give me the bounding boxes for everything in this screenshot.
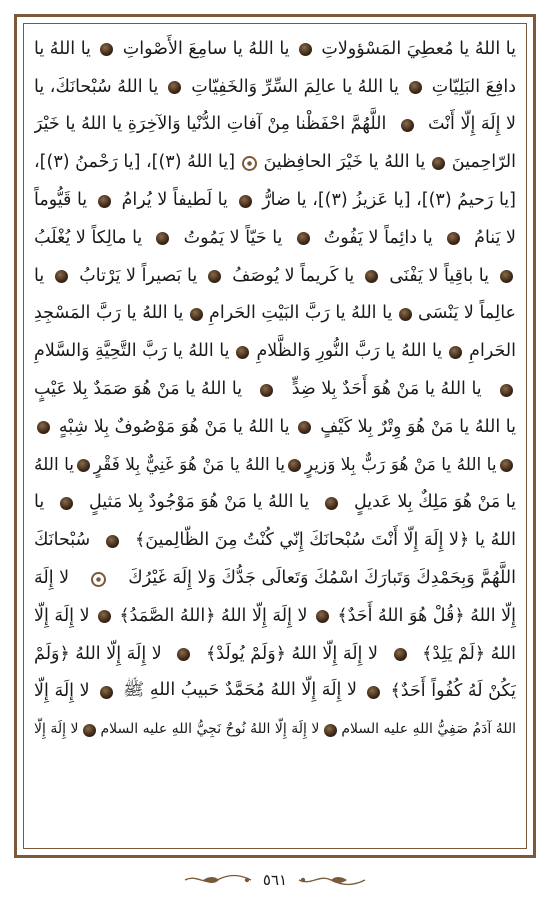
text-segment: يا اللهُ يا رَبَّ التَّحِيَّةِ وَالسَّلامِ (34, 341, 230, 362)
text-line (34, 257, 516, 295)
text-segment: لا إِلَهَ إِلّا أَنْتَ (427, 114, 516, 135)
text-segment: لا إِلَهَ إِلّا اللهُ ﴿اللهُ الصَّمَدُ﴾ (119, 605, 308, 626)
text-segment: يَكُنْ لَهُ كُفُواً أَحَدٌ﴾ (390, 681, 516, 702)
text-segment: سُبْحانَكَ (34, 530, 91, 551)
text-segment: يا كَريماً لا يُوصَفُ (232, 265, 355, 286)
text-segment: يا دائِماً لا يَفُوتُ (323, 227, 433, 248)
text-segment: اللَّهُمَّ احْفَظْنا مِنْ آفاتِ الدُّنْيا وَالآخِرَةِ يا اللهُ يا خَيْرَ (34, 114, 387, 135)
verse-separator-icon (447, 232, 460, 245)
verse-separator-icon (449, 346, 462, 359)
text-segment: يا اللهُ سُبْحانَكَ، يا (34, 76, 159, 97)
verse-separator-icon (260, 384, 273, 397)
rosette-ornament-icon (91, 572, 106, 587)
verse-separator-icon (60, 497, 73, 510)
verse-separator-icon (324, 724, 337, 737)
verse-separator-icon (297, 232, 310, 245)
text-line (34, 30, 516, 68)
text-segment: يا اللهُ يا خَيْرَ الحافِظينَ (263, 152, 426, 173)
text-segment: يا (34, 492, 45, 513)
verse-separator-icon (168, 81, 181, 94)
text-segment: يا اللهُ يا عالِمَ السِّرِّ وَالخَفِيّاتِ (191, 76, 399, 97)
text-segment: اللَّهُمَّ وَبِحَمْدِكَ وَتَبارَكَ اسْمُكَ وَتَعالَى جَدُّكَ وَلا إِلَهَ غَيْرُكَ (128, 568, 516, 589)
verse-separator-icon (236, 346, 249, 359)
text-segment: اللهُ يا ﴿لا إِلَهَ إِلّا أَنْتَ سُبْحانَكَ إِنّي كُنْتُ مِنَ الظّالِمينَ﴾ (135, 530, 516, 551)
text-segment: يا اللهُ يا (34, 38, 91, 59)
text-segment: يا مالِكاً لا يُغْلَبُ (34, 227, 143, 248)
text-segment: يا بَصيراً لا يَرْتابُ (79, 265, 198, 286)
text-segment: يا اللهُ يا رَبَّ النُّورِ وَالظَّلامِ (256, 341, 443, 362)
verse-separator-icon (190, 308, 203, 321)
verse-separator-icon (365, 270, 378, 283)
text-line (34, 635, 516, 673)
text-segment: يا حَيّاً لا يَمُوتُ (183, 227, 283, 248)
text-segment: لا يَنامُ (474, 227, 516, 248)
text-line (34, 68, 516, 106)
text-segment: لا إِلَهَ إِلّا (34, 681, 90, 702)
verse-separator-icon (299, 43, 312, 56)
text-segment: لا إِلَهَ إِلّا اللهُ نُوحٌ نَجِيُّ اللهِ عليه السلام (100, 721, 320, 738)
text-line (34, 559, 516, 597)
verse-separator-icon (55, 270, 68, 283)
verse-separator-icon (98, 195, 111, 208)
text-segment: إِلّا اللهُ ﴿قُلْ هُوَ اللهُ أَحَدٌ﴾ (337, 605, 516, 626)
verse-separator-icon (288, 459, 301, 472)
verse-separator-icon (298, 421, 311, 434)
text-line (34, 446, 516, 484)
verse-separator-icon (432, 157, 445, 170)
verse-separator-icon (177, 648, 190, 661)
text-line (34, 484, 516, 522)
verse-separator-icon (37, 421, 50, 434)
ornament-right-icon (297, 873, 367, 887)
verse-separator-icon (77, 459, 90, 472)
text-line (34, 521, 516, 559)
text-segment: يا اللهُ يا مَنْ هُوَ صَمَدٌ بِلا عَيْبٍ (34, 379, 243, 400)
text-segment: يا اللهُ يا مَنْ هُوَ غَنِيٌّ بِلا فَقْرٍ (93, 454, 286, 475)
rosette-ornament-icon (242, 156, 257, 171)
text-segment: [يا رَحيمُ (٣)]، [يا عَزيزُ (٣)]، يا ضارُّ (262, 190, 516, 211)
verse-separator-icon (156, 232, 169, 245)
verse-separator-icon (208, 270, 221, 283)
page-footer (0, 862, 550, 898)
text-segment: لا إِلَهَ (34, 568, 70, 589)
text-segment: يا مَنْ هُوَ مَلِكٌ بِلا عَديلٍ (354, 492, 516, 513)
page-border-outer (14, 14, 536, 858)
verse-separator-icon (106, 535, 119, 548)
text-segment: يا اللهُ يا مُعطِيَ المَسْؤولاتِ (321, 38, 516, 59)
text-line (34, 106, 516, 144)
text-line (34, 673, 516, 711)
verse-separator-icon (325, 497, 338, 510)
text-segment: يا لَطيفاً لا يُرامُ (121, 190, 228, 211)
verse-separator-icon (239, 195, 252, 208)
text-segment: اللهُ آدَمُ صَفِيُّ اللهِ عليه السلام (341, 721, 516, 738)
text-segment: لا إِلَهَ إِلّا اللهُ ﴿وَلَمْ يُولَدْ﴾ (205, 643, 378, 664)
text-line (34, 370, 516, 408)
text-segment: اللهُ ﴿لَمْ يَلِدْ﴾ (422, 643, 516, 664)
text-segment: يا باقِياً لا يَفْنَى (389, 265, 489, 286)
verse-separator-icon (83, 724, 96, 737)
verse-separator-icon (409, 81, 422, 94)
text-line (34, 710, 516, 748)
verse-separator-icon (98, 610, 111, 623)
text-segment: دافِعَ البَلِيّاتِ (431, 76, 516, 97)
text-line (34, 408, 516, 446)
verse-separator-icon (500, 270, 513, 283)
text-segment: يا اللهُ يا مَنْ هُوَ مَوْصُوفٌ بِلا شِبْهٍ (58, 416, 290, 437)
text-line (34, 597, 516, 635)
verse-separator-icon (100, 43, 113, 56)
text-line (34, 143, 516, 181)
text-segment: يا اللهُ يا رَبَّ البَيْتِ الحَرامِ (209, 303, 393, 324)
text-line (34, 295, 516, 333)
text-segment: عالِماً لا يَنْسَى (417, 303, 516, 324)
text-segment: يا اللهُ (34, 454, 74, 475)
text-segment: يا اللهُ يا رَبَّ المَسْجِدِ (34, 303, 184, 324)
text-segment: لا إِلَهَ إِلّا (34, 721, 79, 738)
text-segment: يا اللهُ يا مَنْ هُوَ أَحَدٌ بِلا ضِدٍّ (291, 379, 482, 400)
verse-separator-icon (394, 648, 407, 661)
text-segment: [يا اللهُ (٣)]، [يا رَحْمنُ (٣)]، (34, 152, 236, 173)
text-line (34, 219, 516, 257)
text-segment: لا إِلَهَ إِلّا (34, 605, 90, 626)
page-number: ٥٦١ (262, 871, 288, 889)
verse-separator-icon (399, 308, 412, 321)
text-segment: يا اللهُ يا مَنْ هُوَ مَوْجُودٌ بِلا مَثيلٍ (89, 492, 310, 513)
text-segment: الحَرامِ (469, 341, 516, 362)
verse-separator-icon (367, 686, 380, 699)
ornament-left-icon (183, 873, 253, 887)
verse-separator-icon (100, 686, 113, 699)
text-line (34, 332, 516, 370)
text-segment: يا قَيُّوماً (34, 190, 88, 211)
text-segment: الرّاحِمينَ (451, 152, 516, 173)
text-segment: لا إِلَهَ إِلّا اللهُ ﴿وَلَمْ (34, 643, 162, 664)
text-line (34, 181, 516, 219)
verse-separator-icon (500, 459, 513, 472)
text-segment: يا اللهُ يا مَنْ هُوَ وِتْرٌ بِلا كَيْفٍ (320, 416, 516, 437)
verse-separator-icon (401, 119, 414, 132)
prayer-text-block (34, 30, 516, 842)
text-segment: لا إِلَهَ إِلّا اللهُ مُحَمَّدٌ حَبيبُ اللهِ ﷺ (123, 680, 357, 701)
text-segment: يا اللهُ يا مَنْ هُوَ رَبٌّ بِلا وَزيرٍ (304, 454, 497, 475)
text-segment: يا اللهُ يا سامِعَ الأَصْواتِ (122, 38, 290, 59)
text-segment: يا (34, 265, 45, 286)
page-border-inner (23, 23, 527, 849)
verse-separator-icon (500, 384, 513, 397)
verse-separator-icon (316, 610, 329, 623)
